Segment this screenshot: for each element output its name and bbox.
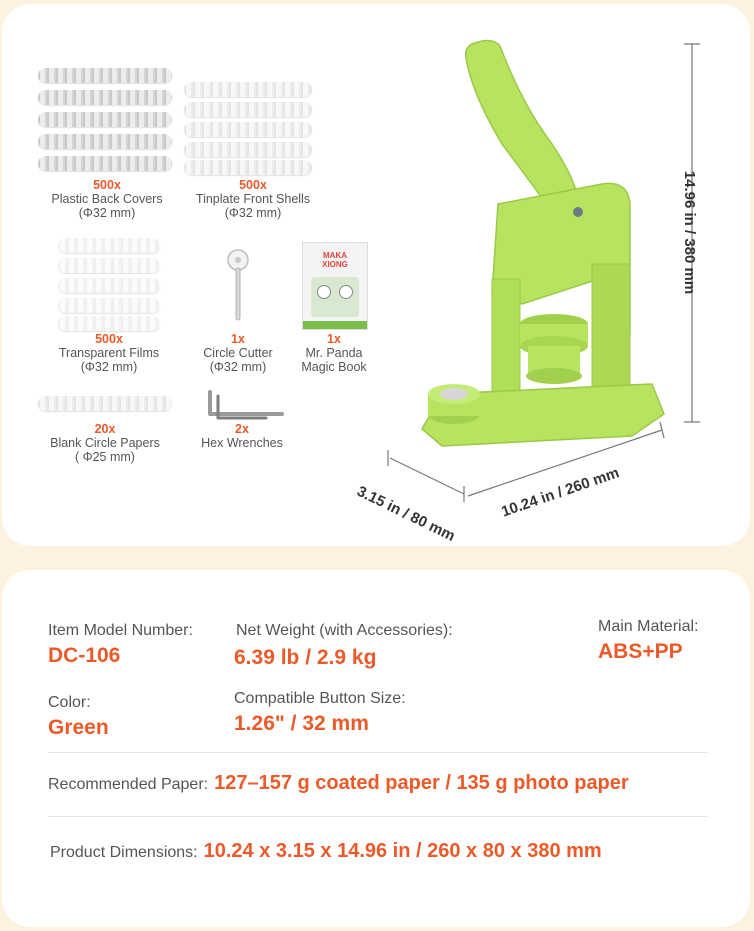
divider-1 <box>48 752 708 753</box>
product-dimensions-label: Product Dimensions: <box>50 844 198 861</box>
main-material-label: Main Material: <box>598 618 699 635</box>
product-dimensions-value: 10.24 x 3.15 x 14.96 in / 260 x 80 x 380 mm <box>203 840 602 862</box>
button-size-label: Compatible Button Size: <box>234 690 406 707</box>
button-size-value: 1.26" / 32 mm <box>234 712 369 735</box>
width-dimension-label: 10.24 in / 260 mm <box>499 464 622 521</box>
divider-2 <box>48 816 708 817</box>
accessory-plastic-back-covers: 500x Plastic Back Covers (Φ32 mm) <box>51 178 163 220</box>
accessory-hex-wrenches: 2x Hex Wrenches <box>201 422 283 450</box>
accessory-transparent-films: 500x Transparent Films (Φ32 mm) <box>58 332 160 374</box>
model-number-value: DC-106 <box>48 644 121 667</box>
recommended-paper-value: 127–157 g coated paper / 135 g photo paper <box>214 772 629 794</box>
model-number-label: Item Model Number: <box>48 622 193 639</box>
net-weight-value: 6.39 lb / 2.9 kg <box>234 646 377 669</box>
accessory-tinplate-front-shells: 500x Tinplate Front Shells (Φ32 mm) <box>195 178 311 220</box>
recommended-paper-row <box>48 772 629 795</box>
depth-dimension-label: 3.15 in / 80 mm <box>354 482 458 545</box>
net-weight-label: Net Weight (with Accessories): <box>236 622 453 639</box>
accessory-circle-cutter: 1x Circle Cutter (Φ32 mm) <box>203 332 273 374</box>
accessory-blank-circle-papers: 20x Blank Circle Papers ( Φ25 mm) <box>50 422 160 464</box>
accessory-magic-book: 1x Mr. Panda Magic Book <box>301 332 367 374</box>
specifications-card <box>2 570 750 927</box>
recommended-paper-label: Recommended Paper: <box>48 776 209 793</box>
product-image-card <box>2 4 750 546</box>
main-material-value: ABS+PP <box>598 640 683 663</box>
color-value: Green <box>48 716 109 739</box>
magic-book-image: MAKA XIONG <box>302 242 368 330</box>
dimension-lines <box>2 4 750 546</box>
color-label: Color: <box>48 694 91 711</box>
height-dimension-label: 14.96 in / 380 mm <box>681 170 699 295</box>
product-dimensions-row <box>50 840 602 863</box>
